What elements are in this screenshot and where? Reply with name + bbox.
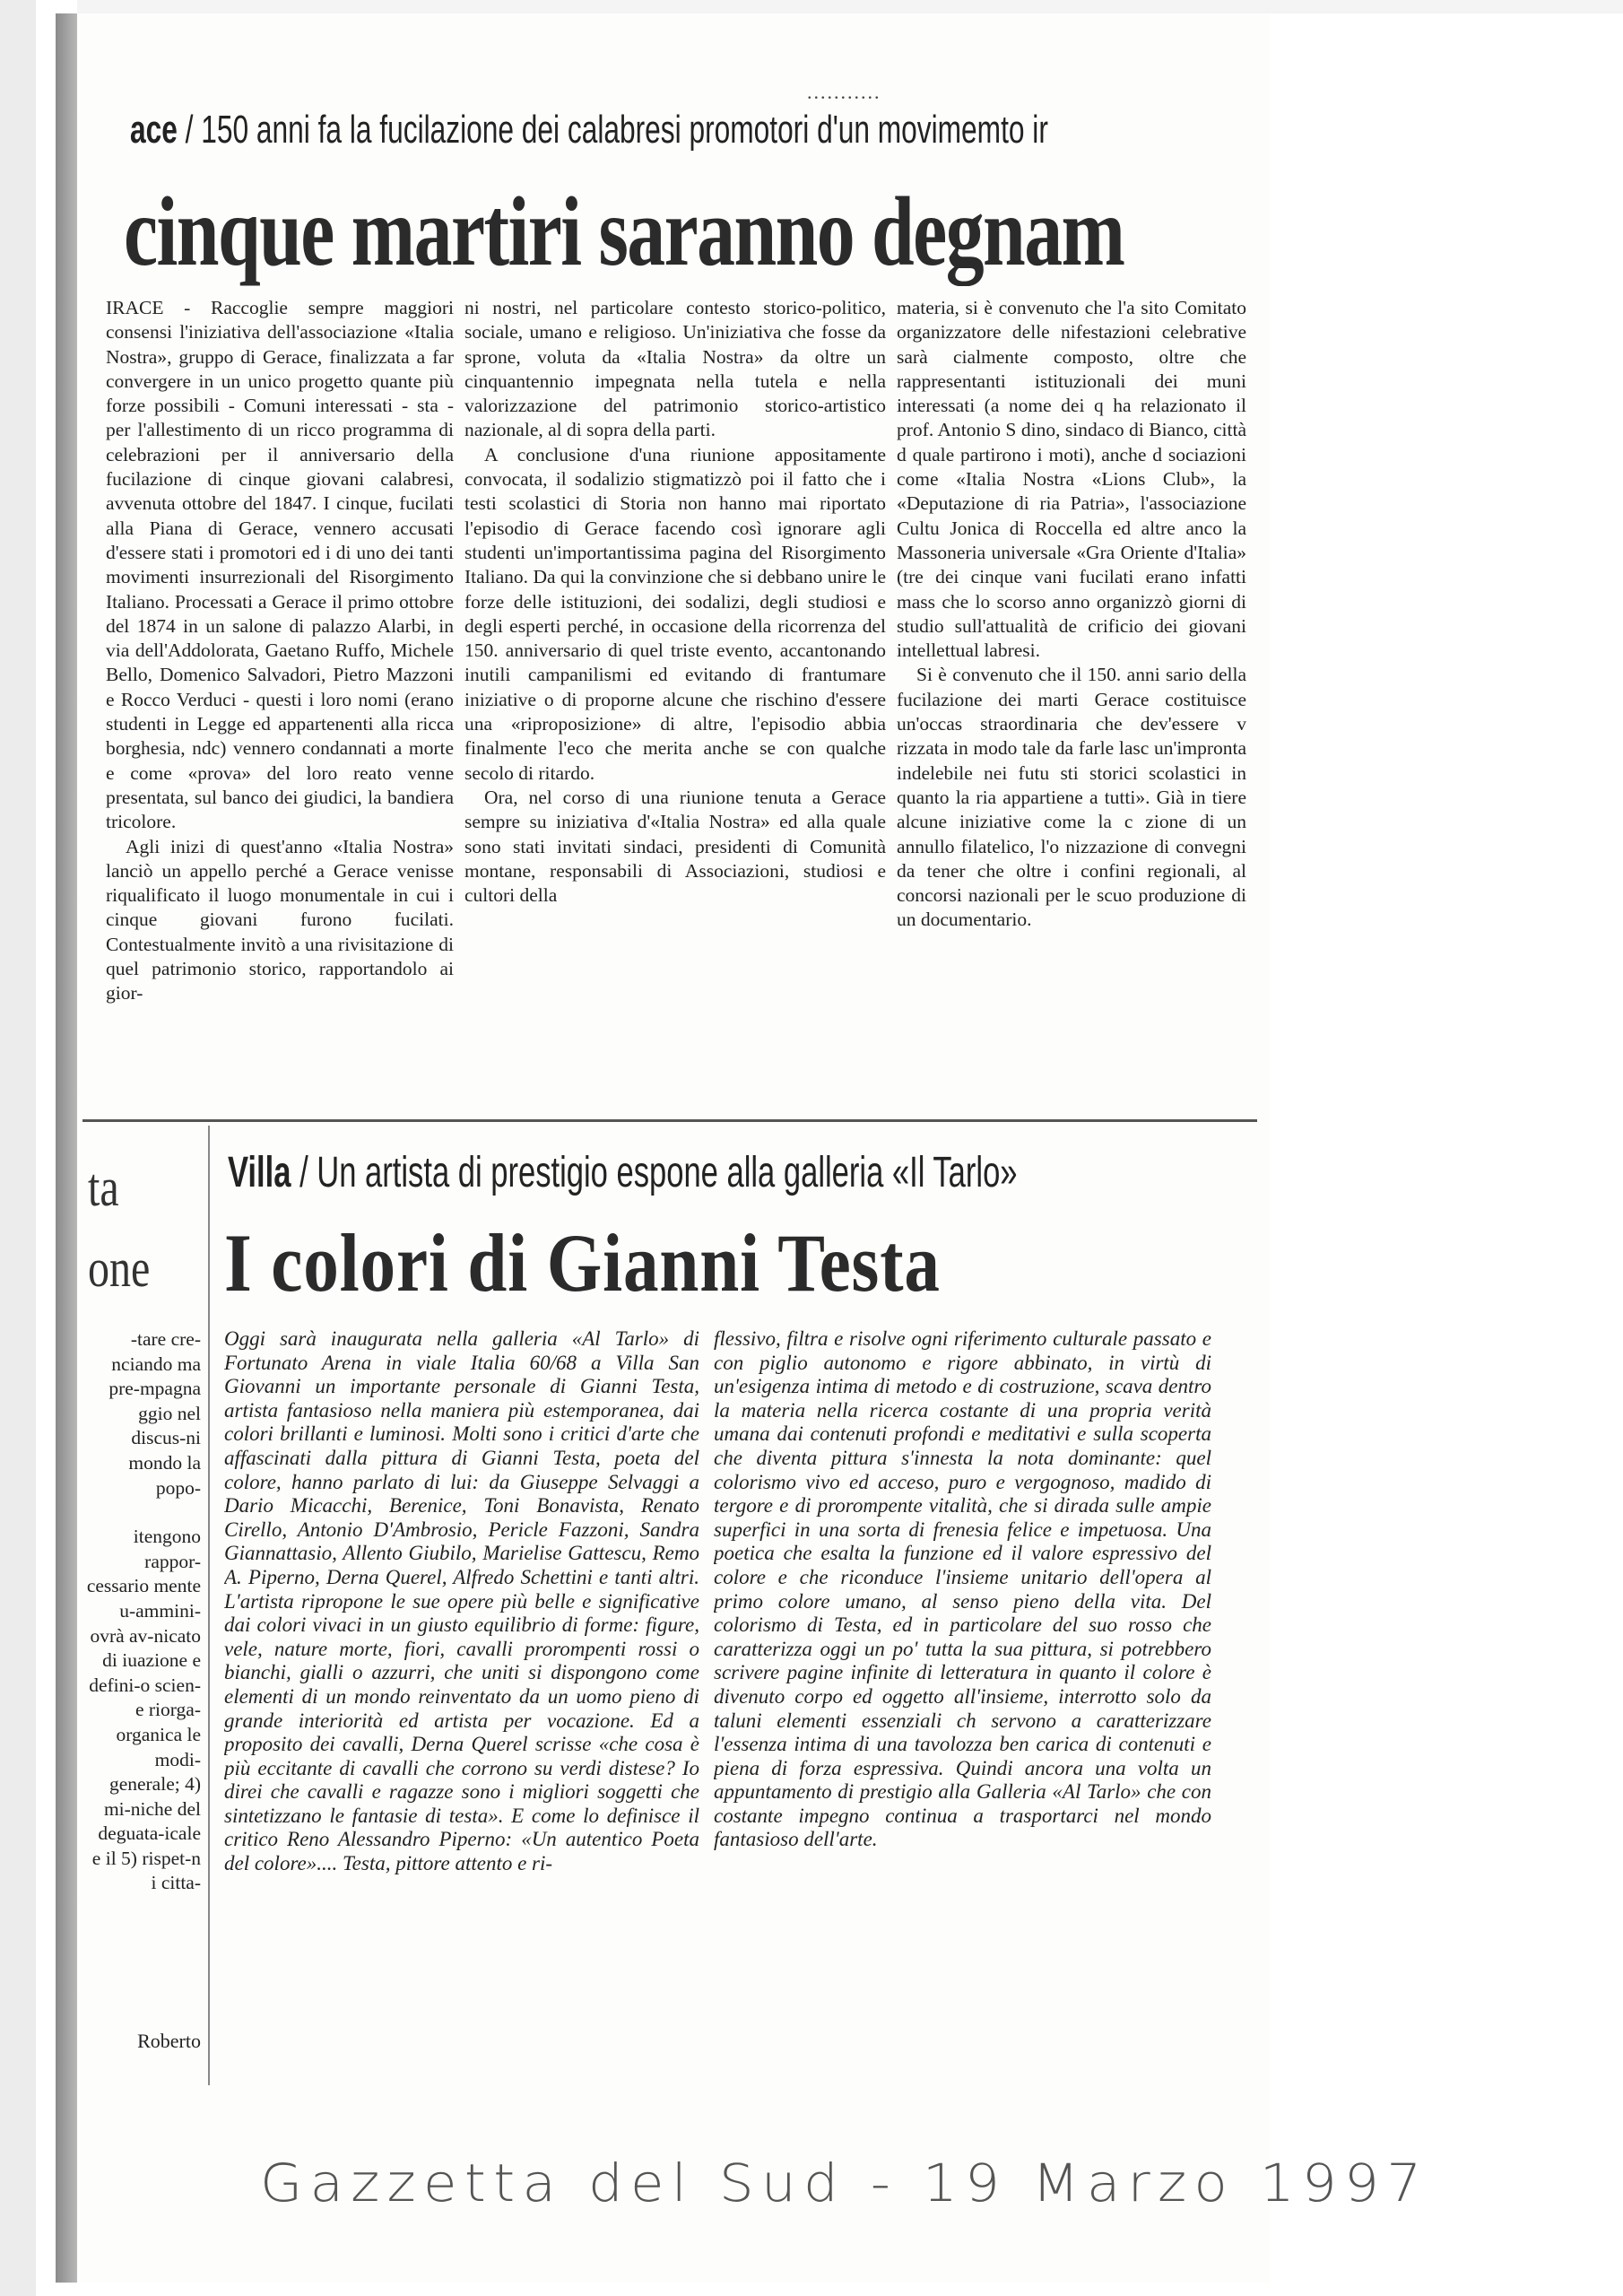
article-column-1 [224, 1327, 699, 2090]
article-kicker [130, 108, 1048, 152]
stub-column [86, 1327, 201, 2027]
article-kicker [228, 1148, 1018, 1197]
article-column-2 [464, 296, 886, 1094]
scan-margin [0, 0, 36, 2296]
article-headline: cinque martiri saranno degnam [124, 177, 1124, 286]
article-column-2 [714, 1327, 1211, 2090]
stub-headline-line-1: ta [88, 1158, 119, 1217]
stub-headline-line-2: one [88, 1239, 151, 1298]
article-column-1 [106, 296, 454, 1094]
paragraph: itengono rappor-cessario mente u-ammini-ovrà av-nicato di iuazione e defini-o scien-e riorga-organica le modi-generale; 4) mi-niche del deguata-icale e il 5) rispet-n i citta- [86, 1526, 201, 1894]
cut-off-top-text: ........... [807, 81, 881, 103]
paragraph: ni nostri, nel particolare contesto storico-politico, sociale, umano e religioso. Un'iniziativa che fosse da sprone, voluta da «Italia Nostra» da oltre un cinquantennio impegnata nella tutela e nella valorizzazione del patrimonio storico-artistico nazionale, al di sopra della parti. [464, 297, 886, 441]
paragraph: flessivo, filtra e risolve ogni riferimento culturale passato e con piglio autonomo e rigore abbinato, in virtù di un'esigenza intima di metodo e di costruzione, scava dentro la materia nella ricerca costante di una propria verità umana dai contenuti profondi e meditativi e sulla scoperta che diventa pittura s'innesta la nota dominante: quel colorismo vivo ed acceso, puro e vergognoso, madido di tergore e di prorompente vitalità, che si dirada sulle ampie superfici in una sorta di frenesia felice e impetuosa. Una poetica che esalta la funzione ed il valore espressivo del colore e che riconduce l'insieme unitario dell'opera al primo colore umano, al senso pieno della vita. Del colorismo di Testa, ed in particolare del suo rosso che caratterizza oggi un po' tutta la sua pittura, si potrebbero scrivere pagine infinite di letteratura in quanto il colore è divenuto corpo ed oggetto all'insieme, interrotto solo da taluni elementi essenziali ch servono a caratterizzare l'essenza intima di una tavolozza ben carica di contenuti e piena di forza espressiva. Quindi ancora una volta un appuntamento di prestigio alla Galleria «Al Tarlo» che con costante impegno continua a trasportarci nel mondo fantasioso dell'arte. [714, 1327, 1211, 1851]
paragraph: Agli inizi di quest'anno «Italia Nostra» lanciò un appello perché a Gerace venisse riqualificato il luogo monumentale in cui i cinque giovani furono fucilati. Contestualmente invitò a una rivisitazione di quel patrimonio storico, rapportandolo ai gior- [106, 835, 454, 1004]
kicker-place: ace [130, 108, 178, 152]
kicker-text: / Un artista di prestigio espone alla galleria «Il Tarlo» [299, 1149, 1018, 1196]
article-column-3 [897, 296, 1246, 1094]
handwritten-source-note: Gazzetta del Sud - 19 Marzo 1997 [260, 2152, 1429, 2213]
paragraph: Ora, nel corso di una riunione tenuta a Gerace sempre su iniziativa d'«Italia Nostra» ed alla quale sono stati invitati sindaci, presidenti di Comunità montane, responsabili di Associazioni, studiosi e cultori della [464, 786, 886, 907]
stub-author: Roberto [137, 2030, 201, 2052]
paragraph: Oggi sarà inaugurata nella galleria «Al Tarlo» di Fortunato Arena in viale Italia 60/68 a Villa San Giovanni un importante personale di Gianni Testa, artista fantasioso nella maniera più estemporanea, dai colori brillanti e luminosi. Molti sono i critici d'arte che affascinati dalla pittura di Gianni Testa, poeta del colore, hanno parlato di lui: da Giuseppe Selvaggi a Dario Micacchi, Berenice, Toni Bonavista, Renato Cirello, Antonio D'Ambrosio, Pericle Fazzoni, Sandra Giannattasio, Allento Giubilo, Marielise Gattescu, Remo A. Piperno, Derna Querel, Alfredo Schettini e tanti altri. L'artista ripropone le sue opere più belle e significative dai colori vivaci in un giusto equilibrio di forme: figure, vele, nature morte, fiori, cavalli prorompenti rossi o bianchi, gialli o azzurri, che uniti si dispongono come elementi di un mondo reinventato da un uomo pieno di grande interiorità ed artista per vocazione. Ed a proposito dei cavalli, Derna Querel scrisse «che cosa è più eccitante di cavalli che corrono su verdi distese? Io direi che cavalli e ragazze sono i migliori soggetti che sintetizzano le fantasie di testa». E come lo definisce il critico Reno Alessandro Piperno: «Un autentico Poeta del colore».... Testa, pittore attento e ri- [224, 1327, 699, 1875]
scan-shadow-edge [56, 13, 77, 2283]
paragraph: IRACE - Raccoglie sempre maggiori consensi l'iniziativa dell'associazione «Italia Nostra», gruppo di Gerace, finalizzata a far convergere in un unico progetto quante più forze possibili - Comuni interessati - sta - per l'allestimento di un ricco programma di celebrazioni per il anniversario della fucilazione di cinque giovani calabresi, avvenuta ottobre del 1847. I cinque, fucilati alla Piana di Gerace, vennero accusati d'essere stati i promotori ed i di uno dei tanti movimenti insurrezionali del Risorgimento Italiano. Processati a Gerace il primo ottobre del 1874 in un salone di palazzo Alarbi, in via dell'Addolorata, Gaetano Ruffo, Michele Bello, Domenico Salvadori, Pietro Mazzoni e Rocco Verduci - questi i loro nomi (erano studenti in Legge ed appartenenti alla ricca borghesia, ndc) vennero condannati a morte e come «prova» del loro reato venne presentata, sul banco dei giudici, la bandiera tricolore. [106, 297, 454, 833]
kicker-text: / 150 anni fa la fucilazione dei calabresi promotori d'un movimemto ir [185, 108, 1048, 152]
kicker-place: Villa [228, 1149, 291, 1196]
paragraph: -tare cre-nciando ma pre-mpagna ggio nel discus-ni mondo la popo- [108, 1328, 201, 1499]
section-divider [82, 1119, 1257, 1122]
article-headline: I colori di Gianni Testa [224, 1217, 941, 1309]
paragraph: Si è convenuto che il 150. anni sario della fucilazione dei marti Gerace costituisce un'occas straordinaria che dev'essere v rizzata in modo tale da farle lasc un'impronta indelebile nei futu sti storici scolastici in quanto la ria appartiene a tutti». Già in tiere alcune iniziative come la c zione di un annullo filatelico, l'o nizzazione di convegni da tener che oltre i confini regionali, al concorsi nazionali per le scuo produzione di un documentario. [897, 664, 1246, 931]
column-divider [208, 1126, 210, 2085]
paragraph: materia, si è convenuto che l'a sito Comitato organizzatore delle nifestazioni celebrative sarà cialmente composto, oltre che rappresentanti istituzionali dei muni interessati (a nome dei q ha relazionato il prof. Antonio S dino, sindaco di Bianco, città d quale partirono i moti), anche d sociazioni come «Italia Nostra «Lions Club», la «Deputazione di ria Patria», l'associazione Cultu Jonica di Roccella ed altre anco la Massoneria universale «Gra Oriente d'Italia» (tre dei cinque vani fucilati erano infatti mass che lo scorso anno organizzò giorni di studio sull'attualità de crificio dei giovani intellettual labresi. [897, 297, 1246, 662]
scan-top-margin [77, 0, 1623, 13]
paragraph: A conclusione d'una riunione appositamente convocata, il sodalizio stigmatizzò poi il fatto che i testi scolastici di Storia non hanno mai riportato l'episodio di Gerace facendo così ignorare agli studenti un'importantissima pagina del Risorgimento Italiano. Da qui la convinzione che si debbano unire le forze delle istituzioni, dei sodalizi, degli studiosi e degli esperti perché, in occasione della ricorrenza del 150. anniversario di quel triste evento, accantonando inutili campanilismi ed evitando di frantumare iniziative o di proporne alcune che rischino d'essere una «riproposizione» di altre, l'episodio abbia finalmente l'eco che merita anche se con qualche secolo di ritardo. [464, 443, 886, 784]
